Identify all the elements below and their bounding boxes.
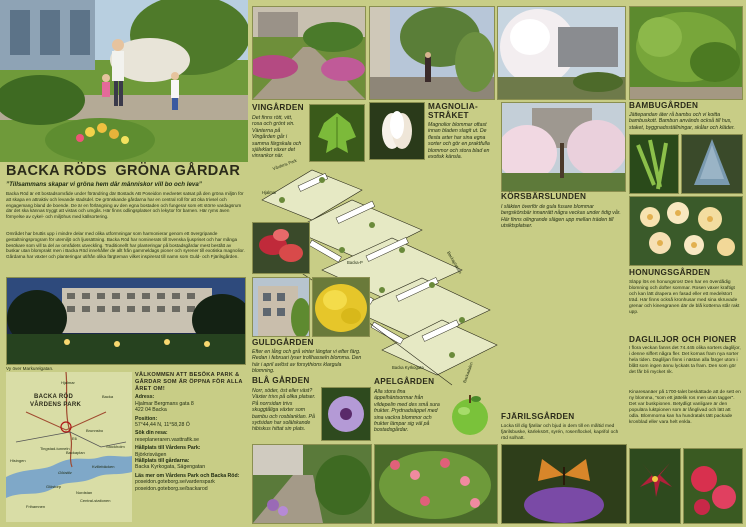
position-label: Position: xyxy=(135,415,158,422)
plan-label: Backaplatsen xyxy=(446,250,464,275)
section-text-fjaril: Locka till dig fjärilar och bjud in dem till en måltid med fjärilsbuske, kärleksört, syrén, rosenflockel, kaprifol och röd solhatt. xyxy=(501,424,619,441)
photo-peony xyxy=(683,448,743,524)
photo-apple xyxy=(444,389,496,439)
address-line-1: Hjalmar Bergmans gata 8 xyxy=(135,400,194,407)
photo-hibiscus xyxy=(321,387,371,441)
section-title-bla: BLÅ GÅRDEN xyxy=(252,376,310,385)
map-title-line2: VÅRDENS PARK xyxy=(30,402,82,408)
page-title: BACKA RÖDS GRÖNA GÅRDAR xyxy=(6,163,241,179)
photo-magnolia-flower xyxy=(369,102,425,160)
photo-blue-pine xyxy=(681,134,743,194)
section-text-honung: Släpp lös en honungsros! Den har en överdådig blomning och dofter sommar. Rosen växer kraftigt och kan lätt drapera en fasad eller ett medelstort träd. Här finns också kronhusar med sina skruvade grenar och kinesgranen där de blå kotterna står rakt upp. xyxy=(629,280,740,315)
section-title-vingarden: VINGÅRDEN xyxy=(252,103,304,112)
photo-cherry-blossom xyxy=(501,102,626,192)
read-more-label: Läs mer om Vårdens Park och Backa Röd: xyxy=(135,472,240,479)
plan-label: Backa Kyrkogata xyxy=(392,365,424,370)
map-label: Kvillebäcken xyxy=(92,464,115,469)
section-text-daglilj: I flora veckan fanns det 74.445 olika sorters dagliljor, i denne siffert några fler. Det kornas fram nya sorter hela tiden. Dagliljan finns i nästan alla färger utom i blått som ingen ännu lyckats ta fram. Den som gör det får bli mycket rik. xyxy=(629,346,741,375)
map-label: Backa xyxy=(102,394,114,399)
section-text-bambu: Jättepandan äter rå bambu och vi koitta bambuskott. Bambun används också till hus, staket, byggnadsställningar, skålar och kläder. xyxy=(629,112,735,131)
photo-apple-blossom xyxy=(374,444,498,524)
plan-label: Hjalmar xyxy=(262,190,277,195)
section-text-guld: Efter en lång och grå vinter längtar vi efter färg. Redan i februari lyser trollhasseln blomma. Den här i april avlöst av forsythions klargula blomning. xyxy=(252,349,362,375)
bus-stop-yards-value: Backa Kyrkogata, Sägengatan xyxy=(135,464,206,471)
section-text-apel: Alla stora fina äppelhäntsormar från vildepelin med des små sura frukter. Prydnadsäppel med sina vackra blommor och frukter lämpar sig väl på bostadsgårdar. xyxy=(374,389,440,434)
plan-label: Vårdens Park xyxy=(271,157,298,172)
section-title-korsbar: KÖRSBÄRSLUNDEN xyxy=(501,192,587,201)
map-label: E6 xyxy=(72,436,77,441)
page-subtitle: ”Tillsammans skapar vi gröna hem där människor vill bo och leva” xyxy=(6,181,202,188)
map-label: Central-stationen xyxy=(80,498,111,503)
photo-red-leaves xyxy=(252,222,310,274)
bus-stop-park-value: Björkrisvägen xyxy=(135,451,167,458)
read-more-link-1[interactable]: poseidon.goteborg.se/vardenspark xyxy=(135,479,215,486)
photo-butterfly xyxy=(501,444,627,524)
map-title-line1: BACKA RÖD xyxy=(34,394,74,400)
bus-stop-park-label: Hållplats till Vårdens Park: xyxy=(135,445,201,452)
bus-stop-yards-label: Hållplats till gårdarna: xyxy=(135,458,190,465)
map-label: Glöstorp xyxy=(46,484,62,489)
search-label: Sök din resa: xyxy=(135,430,168,437)
section-title-honung: HONUNGSGÅRDEN xyxy=(629,268,711,277)
map-label: Hjalmar xyxy=(61,380,75,385)
intro-paragraph-1: Backa Röd är ett bostadsområde under förändring där Bostads AB Poseidon medvetet satsat på den gröna miljön för att skapa en attraktiv och levande stadsdel. De grönskande gårdarna har en central roll för att öka trivsel och engagemang bland de boende. De är en förlängning av den egna bostaden och fungerar som ett större vardagsrum där det ska kännas tryggt att vistas och umgås. Här finns odlingsplatser och lekytor för barnen. Här ryms även förnyelse av cykel- och miljöhus med källsortering. xyxy=(6,191,244,220)
position-value: 57°44,44 N, 11°58,28 Ö xyxy=(135,422,190,429)
section-title-fjaril: FJÄRILSGÅRDEN xyxy=(501,412,575,421)
section-title-bambu: BAMBUGÅRDEN xyxy=(629,101,699,110)
photo-house-corner xyxy=(252,277,310,337)
photo-magnolia-tree xyxy=(497,6,626,100)
night-photo-caption: Vy över Markurelgatan. xyxy=(6,366,54,371)
night-photo xyxy=(6,277,246,365)
map-label: Hisingen xyxy=(10,458,26,463)
map-label: Stockholm xyxy=(106,444,125,449)
photo-blue-garden xyxy=(252,444,372,524)
photo-daylily xyxy=(629,448,681,524)
photo-bamboo xyxy=(629,6,743,100)
section-title-daglilj: DAGLILJOR OCH PIONER xyxy=(629,335,737,344)
map-label: Backaplan xyxy=(66,450,85,455)
search-link[interactable]: reseplaneraren.vasttrafik.se xyxy=(135,436,200,443)
section-title-magnolia: MAGNOLIA-STRÅKET xyxy=(428,102,478,120)
visit-info xyxy=(135,372,248,492)
visit-heading: VÄLKOMMEN ATT BESÖKA PARK & GÅRDAR SOM ÄR ÖPPNA FÖR ALLA ÅRET OM! xyxy=(135,372,243,392)
section-text-bla: Norr, söder, öst eller väst? Växter trivs på olika platser. På norrsidan trivs skuggtåliga växter som bambu och rosblanklan. På sydsidan har solälskande hibiskus hittat sin plats. xyxy=(252,388,316,433)
map-label: Tingstad-tunneln xyxy=(40,446,70,451)
photo-garden-path xyxy=(252,6,366,100)
section-title-apel: APELGÅRDEN xyxy=(374,377,435,386)
section-text-vingarden: Det finns rött, vitt, rosa och grönt vin. Vänterna på Vingården går i samma färgskala och självklart växer det vinrankor när. xyxy=(252,115,302,160)
section-title-guld: GULDGÅRDEN xyxy=(252,338,314,347)
hero-photo xyxy=(0,0,248,162)
map-label: Brunnsbo xyxy=(86,428,104,433)
plan-label: Backadalen xyxy=(461,361,475,384)
address-label: Adress: xyxy=(135,394,155,401)
section-text-magnolia: Magnolior blommar oftast innan bladen slagit ut. De flesta arter har sina egna sorter och gör en praktfulla blommor och stora blad en exotisk känsla. xyxy=(428,122,490,161)
section-text-korsbar: I släkten överför de gula fusare blommar bergskörsbär innanrätt några veckas under tidig vår. Här finns olingrande slägen upp mellan träden till utsiktsplatser. xyxy=(501,204,621,230)
read-more-link-2[interactable]: poseidon.goteborg.se/backarod xyxy=(135,485,208,492)
photo-forsythia xyxy=(312,277,370,337)
photo-bamboo-leaves xyxy=(629,134,679,194)
intro-paragraph-2: Området har bruttis upp i mindre delar med olika utformningar som harmonierar genom ett övergripande gestaltningsprogram för utemiljö och ljussättning. Backa Röd har nominerats till Svenska ljuspriset och har många besökare som vill ta del av områdets utveckling. Traditionellt har planteringar på bostadsgårdar mest bestått av buskar utan blomprakt men i Backa Röd innehåller de allt från gammeldags pioner och syrener till exotiska magnolior. Gårdarna har växter och planteringar utifrån olika färgteman vilket inspirerat till namn som Guld- och Fjärilsgården. xyxy=(6,231,245,260)
photo-vine-leaf xyxy=(309,104,365,162)
photo-walkway xyxy=(369,6,495,100)
section-text-daglilj-2: Kinaresanäer på 1700-talet beskättade att de sett en ny blomma, ”som ett jättelik ros men utan tagger”. Det var buskpionen. Betydligt vanligare är den populära luktpionen som är långlivad och lätt att odla. Blommorna kan ha hundratals tätt packade kronblad eller vara helt enkla. xyxy=(629,390,741,425)
location-map xyxy=(6,372,132,522)
address-line-2: 422 04 Backa xyxy=(135,407,167,414)
map-label: Frihamnen xyxy=(26,504,46,509)
map-label: Götaälv xyxy=(58,470,72,475)
plan-label: Backa-P xyxy=(347,260,363,265)
photo-honey-rose xyxy=(629,196,743,266)
map-label: Nordstan xyxy=(76,490,93,495)
